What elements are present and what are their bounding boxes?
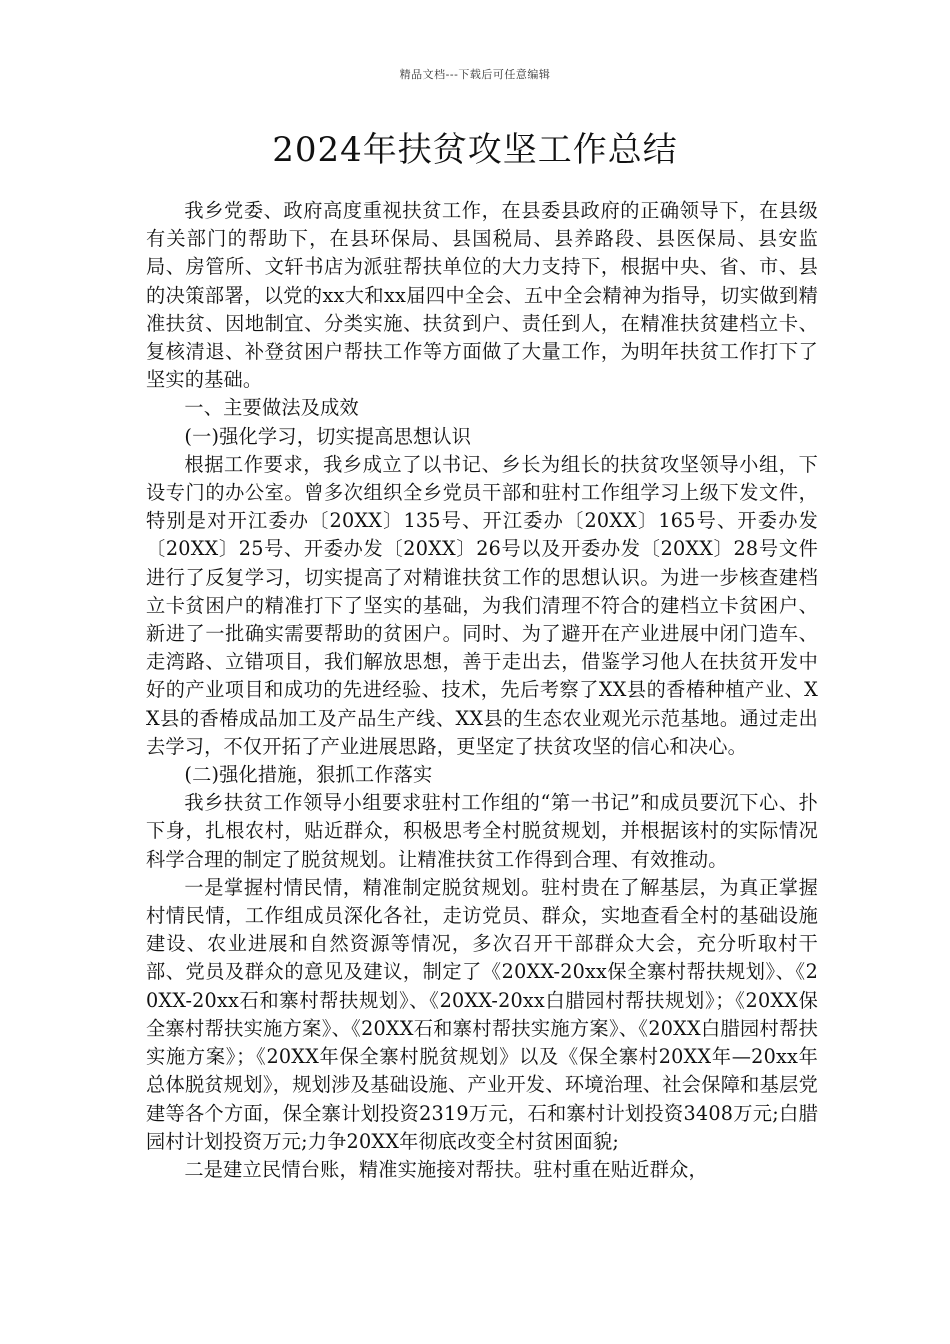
paragraph-village-planning: 一是掌握村情民情，精准制定脱贫规划。驻村贵在了解基层，为真正掌握村情民情，工作组成员深化各社，走访党员、群众，实地查看全村的基础设施建设、农业进展和自然资源等情况，多次召开干部群众大会，充分听取村干部、党员及群众的意见及建议，制定了《20XX-20xx保全寨村帮扶规划》、《20XX-20xx石和寨村帮扶规划》、《20XX-20xx白腊园村帮扶规划》；《20XX保全寨村帮扶实施方案》、《20XX石和寨村帮扶实施方案》、《20XX白腊园村帮扶实施方案》；《20XX年保全寨村脱贫规划》以及《保全寨村20XX年—20xx年总体脱贫规划》，规划涉及基础设施、产业开发、环境治理、社会保障和基层党建等各个方面，保全寨计划投资2319万元，石和寨村计划投资3408万元;白腊园村计划投资万元;力争20XX年彻底改变全村贫困面貌; [146,875,818,1153]
paragraph-intro: 我乡党委、政府高度重视扶贫工作，在县委县政府的正确领导下，在县级有关部门的帮助下，在县环保局、县国税局、县养路段、县医保局、县安监局、房管所、文轩书店为派驻帮扶单位的大力支持下，根据中央、省、市、县的决策部署，以党的xx大和xx届四中全会、五中全会精神为指导，切实做到精准扶贫、因地制宜、分类实施、扶贫到户、责任到人，在精准扶贫建档立卡、复核清退、补登贫困户帮扶工作等方面做了大量工作，为明年扶贫工作打下了坚实的基础。 [146,199,818,392]
paragraph-measures: 我乡扶贫工作领导小组要求驻村工作组的“第一书记”和成员要沉下心、扑下身，扎根农村，贴近群众，积极思考全村脱贫规划，并根据该村的实际情况科学合理的制定了脱贫规划。让精准扶贫工作得到合理、有效推动。 [146,791,818,871]
section-heading-main-practices: 一、主要做法及成效 [184,396,359,420]
paragraph-study: 根据工作要求，我乡成立了以书记、乡长为组长的扶贫攻坚领导小组，下设专门的办公室。曾多次组织全乡党员干部和驻村工作组学习上级下发文件，特别是对开江委办〔20XX〕135号、开江委办〔20XX〕165号、开委办发〔20XX〕25号、开委办发〔20XX〕26号以及开委办发〔20XX〕28号文件进行了反复学习，切实提高了对精谁扶贫工作的思想认识。为进一步核查建档立卡贫困户的精准打下了坚实的基础，为我们清理不符合的建档立卡贫困户、新进了一批确实需要帮助的贫困户。同时、为了避开在产业进展中闭门造车、走湾路、立错项目，我们解放思想，善于走出去，借鉴学习他人在扶贫开发中好的产业项目和成功的先进经验、技术，先后考察了XX县的香椿种植产业、XX县的香椿成品加工及产品生产线、XX县的生态农业观光示范基地。通过走出去学习，不仅开拓了产业进展思路，更坚定了扶贫攻坚的信心和决心。 [146,452,818,758]
subsection-heading-measures: (二)强化措施，狠抓工作落实 [184,763,433,787]
document-title: 2024年扶贫攻坚工作总结 [272,130,678,170]
header-note: 精品文档---下载后可任意编辑 [399,68,551,81]
subsection-heading-study: (一)强化学习，切实提高思想认识 [184,424,472,448]
paragraph-ledger: 二是建立民情台账，精准实施接对帮扶。驻村重在贴近群众， [184,1157,708,1181]
document-body [146,197,818,1184]
